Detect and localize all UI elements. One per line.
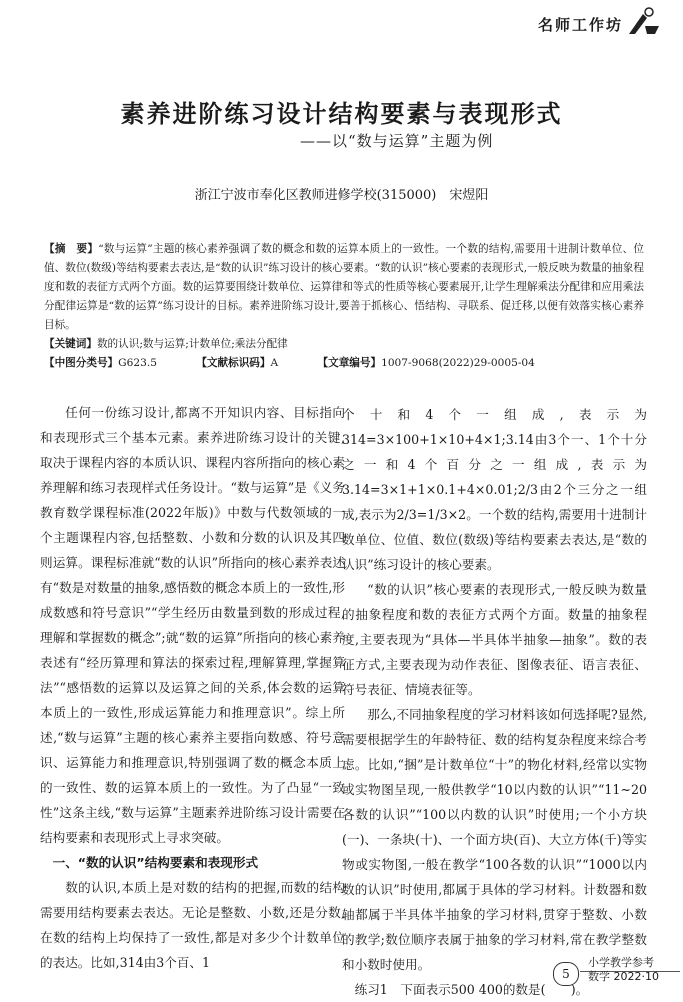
body-paragraph: 个十和4个一组成,表示为314=3×100+1×10+4×1;3.14由3个一、1个十分之一和4个百分之一组成,表示为3.14=3×1+1×0.1+4×0.01;2/3由2个三分之一组成,表示为2/3=1/3×2。一个数的结构,需要用十进制计数单位、位值、数位(数级)等结构要素去表达,是“数的认识”练习设计的核心要素。 (342, 407, 647, 572)
body-paragraph: 那么,不同抽象程度的学习材料该如何选择呢?显然,需要根据学生的年龄特征、数的结构复杂程度来综合考虑。比如,“捆”是计数单位“十”的物化材料,经常以实物或实物图呈现,一般供教学“10以内数的认识”“11~20各数的认识”“100以内数的认识”时使用;一个小方块(一)、一条块(十)、一个面方块(百)、大立方体(千)等实物或实物图,一般在教学“100各数的认识”“1000以内数的认识”时使用,都属于具体的学习材料。计数器和数轴都属于半具体半抽象的学习材料,贯穿于整数、小数的教学;数位顺序表属于抽象的学习材料,常在教学整数和小数时使用。 (342, 707, 647, 972)
keywords (44, 336, 288, 351)
author-affiliation: 浙江宁波市奉化区教师进修学校(315000) 宋煜阳 (194, 188, 489, 203)
abstract (44, 240, 644, 335)
body-column-right (342, 402, 647, 1002)
article-title: 素养进阶练习设计结构要素与表现形式 (120, 100, 563, 129)
clc-number: 【中图分类号】G623.5 (44, 357, 157, 369)
body-column-left (40, 400, 345, 975)
body-paragraph: 任何一份练习设计,都离不开知识内容、目标指向和表现形式三个基本元素。素养进阶练习设计的关键,取决于课程内容的本质认识、课程内容所指向的核心素养理解和练习表现样式任务设计。“数与运算”是《义务教育数学课程标准(2022年版)》中数与代数领域的一个主题课程内容,包括整数、小数和分数的认识及其四则运算。课程标准就“数的认识”所指向的核心素养表述有“数是对数量的抽象,感悟数的概念本质上的一致性,形成数感和符号意识”“学生经历由数量到数的形成过程,理解和掌握数的概念”;就“数的运算”所指向的核心素养表述有“经历算理和算法的探索过程,理解算理,掌握算法”“感悟数的运算以及运算之间的关系,体会数的运算本质上的一致性,形成运算能力和推理意识”。综上所述,“数与运算”主题的核心素养主要指向数感、符号意识、运算能力和推理意识,特别强调了数的概念本质上的一致性、数的运算本质上的一致性。为了凸显“一致性”这条主线,“数与运算”主题素养进阶练习设计需要在结构要素和表现形式上寻求突破。 (40, 405, 345, 845)
abstract-text: “数与运算”主题的核心素养强调了数的概念和数的运算本质上的一致性。一个数的结构,需要用十进制计数单位、位值、数位(数级)等结构要素去表达,是“数的认识”练习设计的核心要素。“数的认识”核心要素的表现形式,一般反映为数量的抽象程度和数的表征方式两个方面。数的运算要围绕计数单位、运算律和等式的性质等核心要素展开,让学生理解乘法分配律和应用乘法分配律运算是“数的运算”练习设计的目标。素养进阶练习设计,要善于抓核心、悟结构、寻联系、促迁移,以便有效落实核心素养目标。 (44, 243, 644, 331)
keywords-label: 【关键词】 (44, 338, 97, 350)
page-number: 5 (553, 962, 579, 986)
document-code: 【文献标识码】A (196, 357, 279, 369)
journal-issue: 数学 2022·10 (588, 970, 659, 983)
classification-line (44, 355, 571, 370)
header-brand: 名师工作坊 (537, 16, 623, 34)
article-subtitle: ——以“数与运算”主题为例 (300, 132, 494, 150)
exercise-prompt: 练习1 下面表示500 400的数是( )。 (354, 982, 589, 997)
body-paragraph: 数的认识,本质上是对数的结构的把握,而数的结构需要用结构要素去表达。无论是整数、小数,还是分数,在数的结构上均保持了一致性,都是对多少个计数单位的表达。比如,314由3个百、1 (40, 880, 345, 970)
article-number: 【文章编号】1007-9068(2022)29-0005-04 (317, 357, 535, 369)
teacher-emblem-icon (625, 4, 661, 38)
journal-name (588, 956, 659, 984)
journal-title: 小学教学参考 (588, 956, 654, 969)
keywords-text: 数的认识;数与运算;计数单位;乘法分配律 (96, 338, 288, 350)
section-heading: 一、“数的认识”结构要素和表现形式 (52, 855, 259, 870)
body-paragraph: “数的认识”核心要素的表现形式,一般反映为数量的抽象程度和数的表征方式两个方面。数量的抽象程度,主要表现为“具体—半具体半抽象—抽象”。数的表征方式,主要表现为动作表征、图像表征、语言表征、符号表征、情境表征等。 (342, 582, 647, 697)
abstract-label: 【摘 要】 (44, 243, 99, 255)
